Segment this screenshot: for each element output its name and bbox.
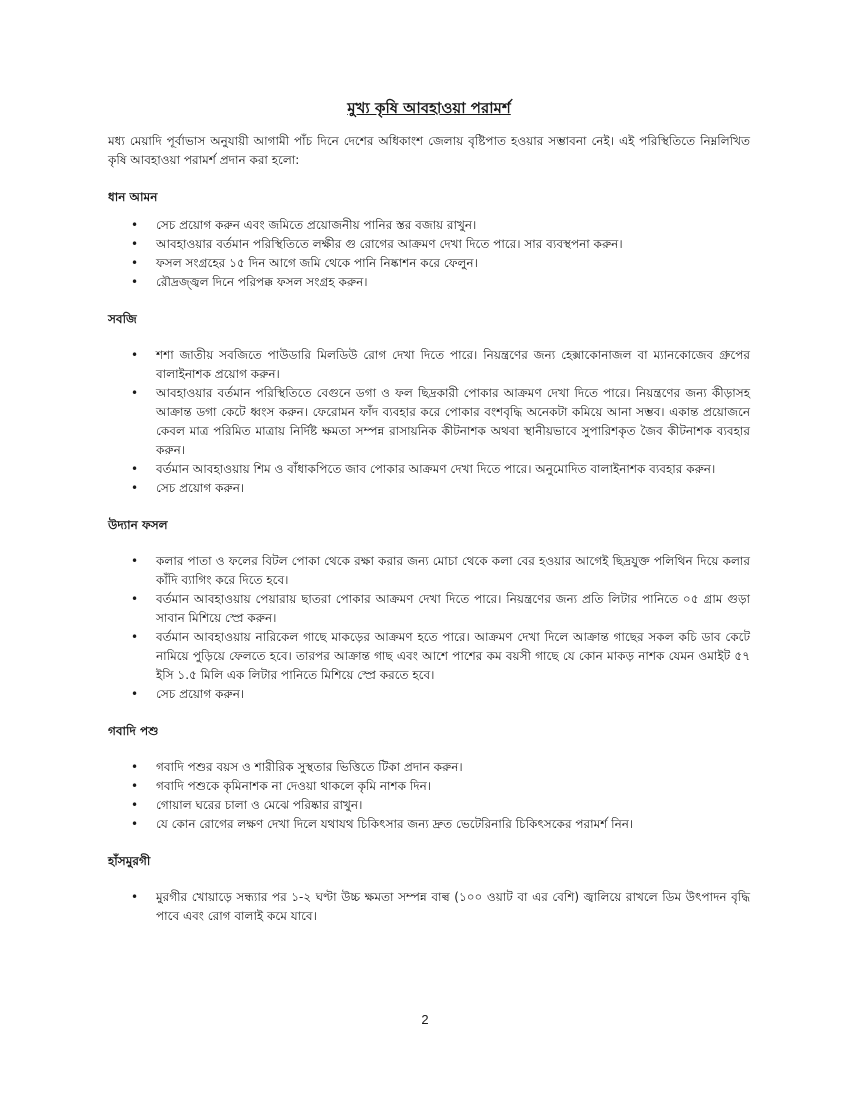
bullet-icon: •	[131, 348, 139, 362]
bullet-icon: •	[131, 554, 139, 568]
section-heading: উদ্যান ফসল	[108, 518, 168, 532]
list-item	[108, 460, 750, 479]
list-item-text: আবহাওয়ার বর্তমান পরিস্থিতিতে বেগুনে ডগা ও ফল ছিদ্রকারী পোকার আক্রমণ দেখা দিতে পারে। নিয়ন্ত্রণের জন্য কীড়াসহ আক্রান্ত ডগা কেটে ধ্বংস করুন। ফেরোমন ফাঁদ ব্যবহার করে পোকার বংশবৃদ্ধি অনেকটা কমিয়ে আনা সম্ভব। একান্ত প্রয়োজনে কেবল মাত্র পরিমিত মাত্রায় নির্দিষ্ট ক্ষমতা সম্পন্ন রাসায়নিক কীটনাশক অথবা স্থানীয়ভাবে সুপারিশকৃত জৈব কীটনাশক ব্যবহার করুন।	[156, 386, 750, 457]
list-item	[108, 685, 750, 704]
bullet-icon: •	[131, 218, 139, 232]
section-heading: গবাদি পশু	[108, 724, 159, 738]
list-item	[108, 758, 750, 777]
bullet-icon: •	[131, 481, 139, 495]
list-item	[108, 815, 750, 834]
bullet-icon: •	[131, 237, 139, 251]
list-item	[108, 384, 750, 460]
bullet-icon: •	[131, 687, 139, 701]
list-item-text: গোয়াল ঘরের চালা ও মেঝে পরিষ্কার রাখুন।	[156, 798, 363, 812]
bullet-icon: •	[131, 630, 139, 644]
list-item-text: সেচ প্রয়োগ করুন এবং জমিতে প্রয়োজনীয় পানির স্তর বজায় রাখুন।	[156, 218, 477, 232]
list-item-text: বর্তমান আবহাওয়ায় পেয়ারায় ছাতরা পোকার আক্রমণ দেখা দিতে পারে। নিয়ন্ত্রণের জন্য প্রতি লিটার পানিতে ০৫ গ্রাম গুড়া সাবান মিশিয়ে স্প্রে করুন।	[156, 592, 750, 625]
bullet-list	[108, 216, 750, 292]
bullet-icon: •	[131, 890, 139, 904]
bullet-icon: •	[131, 592, 139, 606]
list-item	[108, 777, 750, 796]
intro-paragraph: মধ্য মেয়াদি পূর্বাভাস অনুযায়ী আগামী পাঁচ দিনে দেশের অধিকাংশ জেলায় বৃষ্টিপাত হওয়ার সম্ভাবনা নেই। এই পরিস্থিতিতে নিম্নলিখিত কৃষি আবহাওয়া পরামর্শ প্রদান করা হলো:	[108, 134, 750, 167]
list-item-text: সেচ প্রয়োগ করুন।	[156, 481, 245, 495]
bullet-icon: •	[131, 462, 139, 476]
list-item-text: গবাদি পশুর বয়স ও শারীরিক সুস্থতার ভিত্তিতে টিকা প্রদান করুন।	[156, 760, 463, 774]
bullet-icon: •	[131, 779, 139, 793]
list-item	[108, 479, 750, 498]
list-item	[108, 346, 750, 384]
bullet-icon: •	[131, 798, 139, 812]
list-item-text: বর্তমান আবহাওয়ায় শিম ও বাঁধাকপিতে জাব পোকার আক্রমণ দেখা দিতে পারে। অনুমোদিত বালাইনাশক ব্যবহার করুন।	[156, 462, 716, 476]
bullet-icon: •	[131, 256, 139, 270]
list-item-text: রৌদ্রজ্জ্বল দিনে পরিপক্ক ফসল সংগ্রহ করুন।	[156, 275, 368, 289]
list-item-text: বর্তমান আবহাওয়ায় নারিকেল গাছে মাকড়ের আক্রমণ হতে পারে। আক্রমণ দেখা দিলে আক্রান্ত গাছের সকল কচি ডাব কেটে নামিয়ে পুড়িয়ে ফেলতে হবে। তারপর আক্রান্ত গাছ এবং আশে পাশের কম বয়সী গাছে যে কোন মাকড় নাশক যেমন ওমাইট ৫৭ ইসি ১.৫ মিলি এক লিটার পানিতে মিশিয়ে স্প্রে করতে হবে।	[156, 630, 750, 682]
advisory-section	[108, 722, 750, 834]
advisory-section	[108, 188, 750, 292]
advisory-section	[108, 852, 750, 926]
advisory-section	[108, 310, 750, 498]
document-page	[108, 98, 750, 944]
bullet-list	[108, 758, 750, 834]
bullet-list	[108, 346, 750, 498]
list-item	[108, 628, 750, 685]
list-item-text: আবহাওয়ার বর্তমান পরিস্থিতিতে লক্ষীর গু রোগের আক্রমণ দেখা দিতে পারে। সার ব্যবস্থপনা করুন।	[156, 237, 623, 251]
list-item-text: ফসল সংগ্রহের ১৫ দিন আগে জমি থেকে পানি নিষ্কাশন করে ফেলুন।	[156, 256, 478, 270]
page-number: 2	[421, 1012, 429, 1027]
list-item-text: মুরগীর খোয়াড়ে সন্ধ্যার পর ১-২ ঘণ্টা উচ্চ ক্ষমতা সম্পন্ন বাল্ব (১০০ ওয়াট বা এর বেশি) জ্বালিয়ে রাখলে ডিম উৎপাদন বৃদ্ধি পাবে এবং রোগ বালাই কমে যাবে।	[156, 890, 750, 923]
list-item-text: যে কোন রোগের লক্ষণ দেখা দিলে যথাযথ চিকিৎসার জন্য দ্রুত ভেটেরিনারি চিকিৎসকের পরামর্শ নিন।	[156, 817, 634, 831]
advisory-sections	[108, 188, 750, 926]
list-item	[108, 796, 750, 815]
advisory-section	[108, 516, 750, 704]
bullet-icon: •	[131, 275, 139, 289]
page-title: মুখ্য কৃষি আবহাওয়া পরামর্শ	[347, 99, 511, 117]
list-item-text: কলার পাতা ও ফলের বিটল পোকা থেকে রক্ষা করার জন্য মোচা থেকে কলা বের হওয়ার আগেই ছিদ্রযুক্ত পলিথিন দিয়ে কলার কাঁদি ব্যাগিং করে দিতে হবে।	[156, 554, 750, 587]
section-heading: সবজি	[108, 312, 137, 326]
section-heading: ধান আমন	[108, 190, 158, 204]
list-item	[108, 888, 750, 926]
bullet-icon: •	[131, 386, 139, 400]
list-item	[108, 552, 750, 590]
bullet-list	[108, 888, 750, 926]
bullet-list	[108, 552, 750, 704]
bullet-icon: •	[131, 760, 139, 774]
list-item	[108, 590, 750, 628]
list-item	[108, 216, 750, 235]
list-item-text: শশা জাতীয় সবজিতে পাউডারি মিলডিউ রোগ দেখা দিতে পারে। নিয়ন্ত্রণের জন্য হেক্সাকোনাজল বা ম্যানকোজেব গ্রুপের বালাইনাশক প্রয়োগ করুন।	[156, 348, 750, 381]
list-item-text: গবাদি পশুকে কৃমিনাশক না দেওয়া থাকলে কৃমি নাশক দিন।	[156, 779, 432, 793]
list-item	[108, 235, 750, 254]
section-heading: হাঁসমুরগী	[108, 854, 151, 868]
list-item-text: সেচ প্রয়োগ করুন।	[156, 687, 245, 701]
list-item	[108, 273, 750, 292]
bullet-icon: •	[131, 817, 139, 831]
list-item	[108, 254, 750, 273]
